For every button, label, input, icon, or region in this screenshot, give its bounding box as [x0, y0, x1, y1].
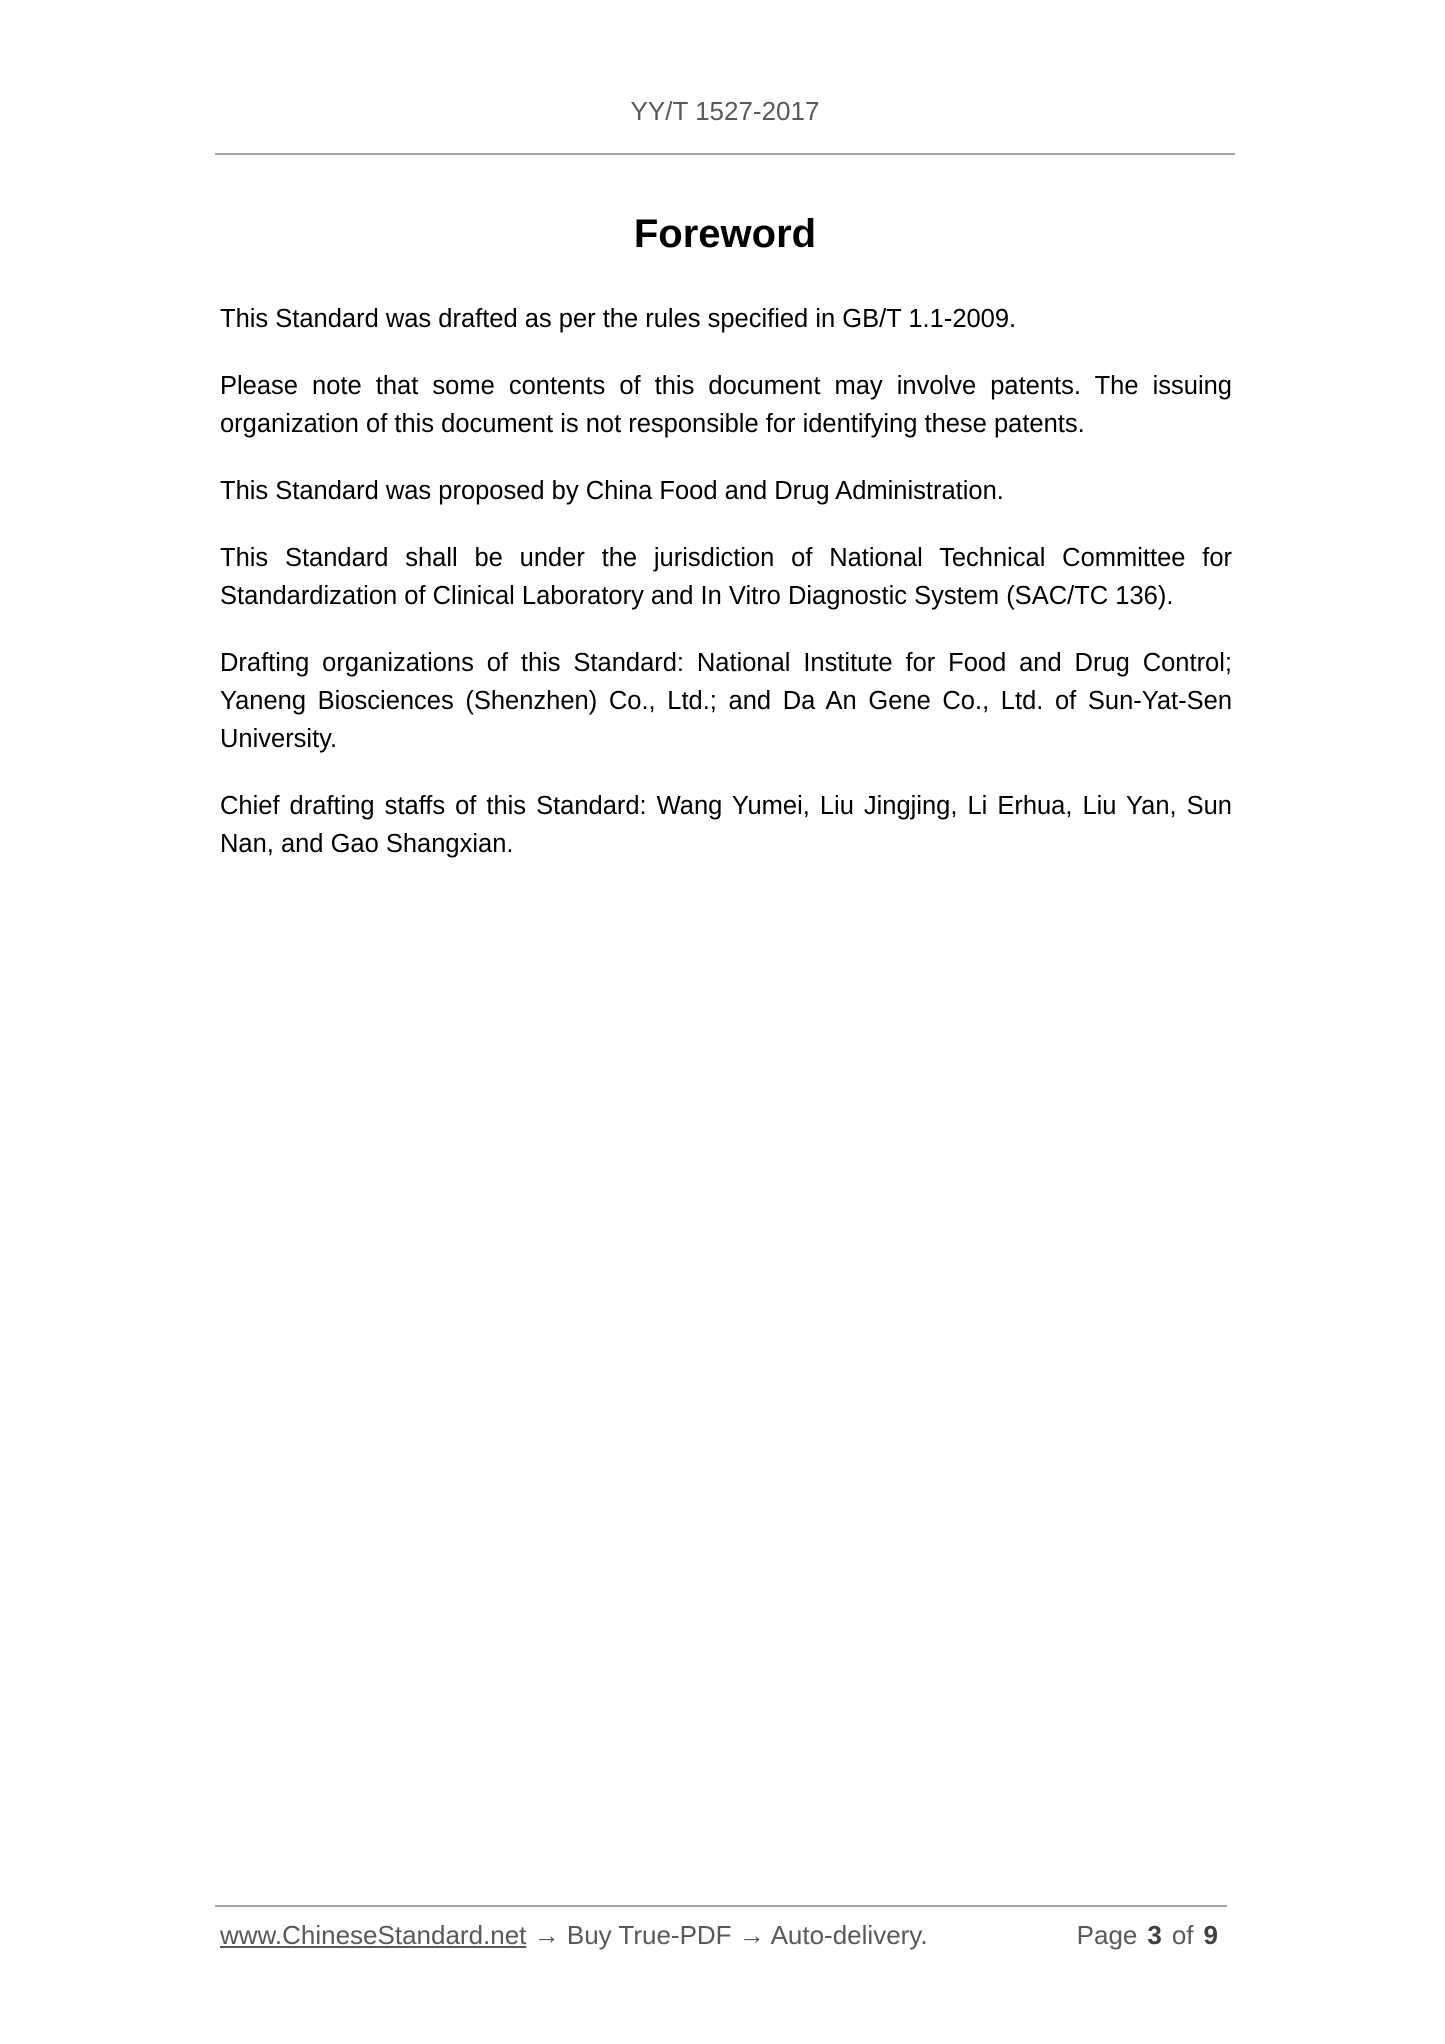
header-divider: [215, 153, 1235, 155]
website-link[interactable]: www.ChineseStandard.net: [220, 1920, 527, 1950]
paragraph-drafting-staff: Chief drafting staffs of this Standard: Wang Yumei, Liu Jingjing, Li Erhua, Liu Yan, Sun Nan, and Gao Shangxian.: [220, 792, 1232, 858]
paragraph-patent-notice: Please note that some contents of this document may involve patents. The issuing organization of this document is not responsible for identifying these patents.: [220, 372, 1232, 438]
paragraph-jurisdiction: This Standard shall be under the jurisdiction of National Technical Committee for Standardization of Clinical Laboratory and In Vitro Diagnostic System (SAC/TC 136).: [220, 544, 1232, 610]
total-pages-number: 9: [1203, 1920, 1218, 1950]
page-title: Foreword: [633, 212, 817, 256]
current-page-number: 3: [1147, 1920, 1162, 1950]
page-indicator: [1077, 1920, 1228, 1951]
foreword-body: [220, 300, 1232, 892]
page-of-label: of: [1171, 1920, 1194, 1950]
paragraph-drafting-rules: This Standard was drafted as per the rules specified in GB/T 1.1-2009.: [220, 305, 1017, 333]
page-footer: [220, 1920, 1232, 1951]
document-id-header: YY/T 1527-2017: [630, 96, 820, 126]
footer-divider: [215, 1905, 1227, 1907]
paragraph-proposer: This Standard was proposed by China Food and Drug Administration.: [220, 477, 1004, 505]
footer-promo-text: → Buy True-PDF → Auto-delivery.: [526, 1920, 928, 1950]
paragraph-drafting-organizations: Drafting organizations of this Standard: National Institute for Food and Drug Control; Yaneng Biosciences (Shenzhen) Co., Ltd.; and Da An Gene Co., Ltd. of Sun-Yat-Sen University.: [220, 649, 1232, 753]
page-label: Page: [1076, 1920, 1138, 1950]
